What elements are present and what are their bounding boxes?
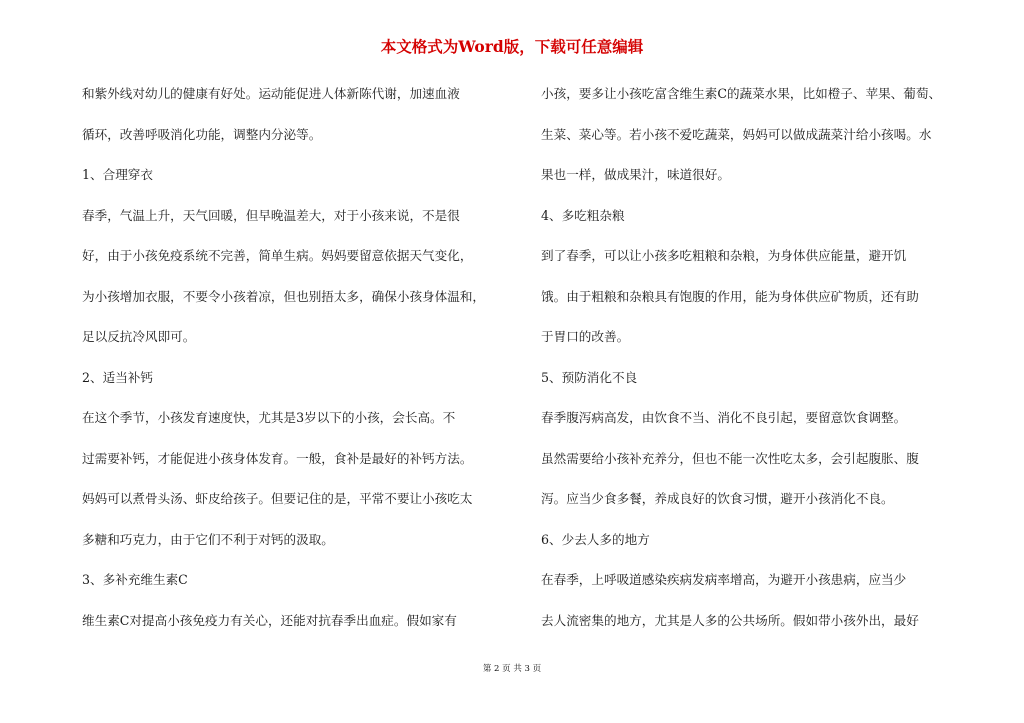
text-line: 泻。应当少食多餐，养成良好的饮食习惯，避开小孩消化不良。	[541, 491, 894, 506]
section-heading: 1、合理穿衣	[82, 167, 153, 182]
text-line: 春季，气温上升，天气回暖，但早晚温差大，对于小孩来说，不是很	[82, 207, 460, 223]
section-heading: 4、多吃粗杂粮	[541, 207, 625, 223]
text-line: 在这个季节，小孩发育速度快，尤其是3岁以下的小孩，会长高。不	[82, 410, 456, 425]
text-line: 好，由于小孩免疫系统不完善，简单生病。妈妈要留意依据天气变化，	[82, 248, 473, 263]
text-line: 多糖和巧克力，由于它们不利于对钙的汲取。	[82, 531, 334, 547]
section-heading: 6、少去人多的地方	[541, 531, 650, 547]
text-line: 生菜、菜心等。若小孩不爱吃蔬菜，妈妈可以做成蔬菜汁给小孩喝。水	[541, 126, 932, 142]
text-line: 果也一样，做成果汁，味道很好。	[541, 167, 730, 182]
text-line: 过需要补钙，才能促进小孩身体发育。一般，食补是最好的补钙方法。	[82, 450, 473, 466]
text-line: 小孩，要多让小孩吃富含维生素C的蔬菜水果，比如橙子、苹果、葡萄、	[541, 86, 942, 101]
text-line: 去人流密集的地方，尤其是人多的公共场所。假如带小孩外出，最好	[541, 612, 919, 628]
section-heading: 2、适当补钙	[82, 369, 153, 385]
text-line: 维生素C对提高小孩免疫力有关心，还能对抗春季出血症。假如家有	[82, 612, 457, 628]
text-line: 饿。由于粗粮和杂粮具有饱腹的作用，能为身体供应矿物质，还有助	[541, 288, 919, 304]
text-line: 于胃口的改善。	[541, 329, 630, 344]
text-line: 在春季，上呼吸道感染疾病发病率增高，为避开小孩患病，应当少	[541, 572, 907, 587]
text-line: 到了春季，可以让小孩多吃粗粮和杂粮，为身体供应能量，避开饥	[541, 248, 907, 263]
text-line: 虽然需要给小孩补充养分，但也不能一次性吃太多，会引起腹胀、腹	[541, 450, 919, 466]
page-number-footer: 第 2 页 共 3 页	[482, 664, 542, 674]
text-line: 循环，改善呼吸消化功能，调整内分泌等。	[82, 126, 322, 142]
section-heading: 3、多补充维生素C	[82, 572, 188, 587]
text-line: 为小孩增加衣服，不要令小孩着凉，但也别捂太多，确保小孩身体温和，	[82, 288, 485, 304]
text-line: 春季腹泻病高发，由饮食不当、消化不良引起，要留意饮食调整。	[541, 410, 907, 425]
text-line: 妈妈可以煮骨头汤、虾皮给孩子。但要记住的是，平常不要让小孩吃太	[82, 491, 473, 506]
left-column	[82, 84, 514, 651]
text-line: 和紫外线对幼儿的健康有好处。运动能促进人体新陈代谢，加速血液	[82, 86, 460, 101]
text-line: 足以反抗冷风即可。	[82, 329, 196, 344]
right-column	[541, 84, 973, 651]
header-banner: 本文格式为Word版，下载可任意编辑	[380, 37, 644, 56]
section-heading: 5、预防消化不良	[541, 369, 638, 385]
